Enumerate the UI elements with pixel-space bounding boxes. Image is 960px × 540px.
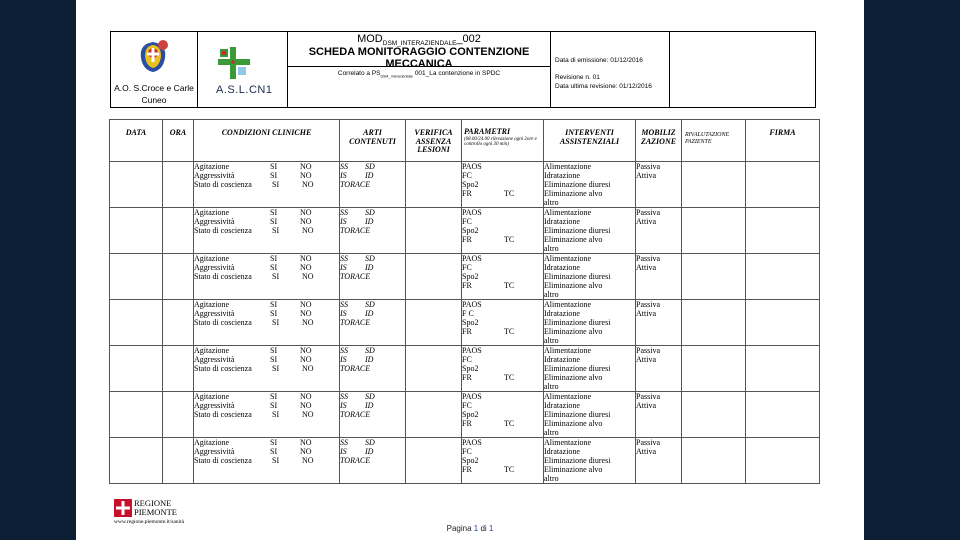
param-fc: FC — [462, 401, 472, 410]
cell-verifica[interactable] — [406, 392, 462, 438]
header-parametri: PARAMETRI (08.00/24.00 rilevazione ogni 2ore e controllo ogni 30 min) — [462, 120, 544, 162]
table-header-row — [110, 120, 820, 162]
param-spo2: Spo2 — [462, 410, 479, 419]
cell-mobilizzazione — [636, 438, 682, 484]
cell-interventi — [544, 208, 636, 254]
condition-label: Aggressività — [194, 309, 235, 318]
cell-arti — [340, 300, 406, 346]
cell-firma[interactable] — [746, 346, 820, 392]
intervention-label: Idratazione — [544, 171, 580, 180]
cell-parametri — [462, 392, 544, 438]
cell-condizioni — [194, 392, 340, 438]
intervention-label: Alimentazione — [544, 162, 592, 171]
param-tc: TC — [504, 419, 515, 428]
option-no: NO — [300, 355, 312, 364]
condition-label: Aggressività — [194, 217, 235, 226]
limb-torace: TORACE — [340, 410, 371, 419]
mobilization-attiva: Attiva — [636, 447, 656, 456]
condition-label: Aggressività — [194, 263, 235, 272]
cell-condizioni — [194, 300, 340, 346]
intervention-label: Eliminazione alvo — [544, 327, 603, 336]
param-paos: PAOS — [462, 300, 482, 309]
option-si: SI — [270, 162, 278, 171]
option-si: SI — [270, 263, 278, 272]
intervention-label: altro — [544, 474, 559, 483]
cell-ora[interactable] — [163, 254, 194, 300]
intervention-label: Eliminazione diuresi — [544, 318, 611, 327]
intervention-label: Eliminazione diuresi — [544, 410, 611, 419]
cell-rivalutazione[interactable] — [682, 392, 746, 438]
table-row — [110, 300, 820, 346]
param-fr: FR — [462, 465, 472, 474]
limb-torace: TORACE — [340, 180, 371, 189]
condition-label: Aggressività — [194, 171, 235, 180]
param-fc: FC — [462, 263, 472, 272]
param-fc: F C — [462, 309, 474, 318]
cell-data[interactable] — [110, 254, 163, 300]
option-si: SI — [270, 346, 278, 355]
limb-id: ID — [365, 171, 374, 180]
option-no: NO — [302, 180, 314, 189]
cell-arti — [340, 162, 406, 208]
cell-rivalutazione[interactable] — [682, 208, 746, 254]
cell-ora[interactable] — [163, 300, 194, 346]
param-tc: TC — [504, 189, 515, 198]
intervention-label: Idratazione — [544, 263, 580, 272]
condition-label: Stato di coscienza — [194, 318, 252, 327]
header-ora: ORA — [163, 120, 194, 162]
limb-ss: SS — [340, 162, 348, 171]
intervention-label: Eliminazione diuresi — [544, 226, 611, 235]
condition-label: Agitazione — [194, 162, 230, 171]
table-row — [110, 392, 820, 438]
param-spo2: Spo2 — [462, 318, 479, 327]
option-no: NO — [300, 208, 312, 217]
option-no: NO — [302, 410, 314, 419]
cell-firma[interactable] — [746, 208, 820, 254]
condition-label: Stato di coscienza — [194, 364, 252, 373]
intervention-label: Idratazione — [544, 355, 580, 364]
condition-label: Agitazione — [194, 208, 230, 217]
mobilization-passiva: Passiva — [636, 162, 660, 171]
limb-ss: SS — [340, 438, 348, 447]
cell-interventi — [544, 254, 636, 300]
condition-label: Agitazione — [194, 346, 230, 355]
option-no: NO — [302, 456, 314, 465]
option-si: SI — [272, 318, 280, 327]
option-si: SI — [270, 300, 278, 309]
cell-arti — [340, 254, 406, 300]
option-si: SI — [270, 309, 278, 318]
option-no: NO — [300, 171, 312, 180]
param-fc: FC — [462, 217, 472, 226]
limb-is: IS — [340, 355, 347, 364]
param-fc: FC — [462, 171, 472, 180]
mobilization-attiva: Attiva — [636, 171, 656, 180]
limb-id: ID — [365, 447, 374, 456]
limb-torace: TORACE — [340, 364, 371, 373]
param-tc: TC — [504, 281, 515, 290]
option-si: SI — [270, 355, 278, 364]
condition-label: Agitazione — [194, 438, 230, 447]
header-rivalutazione: RIVALUTAZIONE PAZIENTE — [682, 120, 746, 162]
limb-id: ID — [365, 309, 374, 318]
limb-sd: SD — [365, 346, 375, 355]
option-no: NO — [300, 438, 312, 447]
cell-interventi — [544, 162, 636, 208]
intervention-label: Eliminazione alvo — [544, 235, 603, 244]
condition-label: Stato di coscienza — [194, 410, 252, 419]
limb-is: IS — [340, 263, 347, 272]
param-paos: PAOS — [462, 162, 482, 171]
param-spo2: Spo2 — [462, 364, 479, 373]
cell-mobilizzazione — [636, 208, 682, 254]
condition-label: Stato di coscienza — [194, 180, 252, 189]
limb-torace: TORACE — [340, 226, 371, 235]
intervention-label: altro — [544, 290, 559, 299]
limb-is: IS — [340, 401, 347, 410]
limb-id: ID — [365, 217, 374, 226]
title-cell — [288, 32, 551, 107]
table-row — [110, 438, 820, 484]
cell-interventi — [544, 392, 636, 438]
param-fr: FR — [462, 419, 472, 428]
title-divider — [288, 66, 550, 67]
option-si: SI — [270, 217, 278, 226]
condition-label: Agitazione — [194, 392, 230, 401]
option-si: SI — [270, 254, 278, 263]
mobilization-attiva: Attiva — [636, 217, 656, 226]
param-paos: PAOS — [462, 392, 482, 401]
param-fr: FR — [462, 327, 472, 336]
condition-label: Stato di coscienza — [194, 456, 252, 465]
limb-sd: SD — [365, 162, 375, 171]
document-title: SCHEDA MONITORAGGIO CONTENZIONE MECCANICA — [308, 46, 530, 70]
param-tc: TC — [504, 373, 515, 382]
intervention-label: Alimentazione — [544, 438, 592, 447]
revision-info-cell — [551, 32, 670, 107]
param-tc: TC — [504, 465, 515, 474]
condition-label: Stato di coscienza — [194, 226, 252, 235]
mobilization-passiva: Passiva — [636, 346, 660, 355]
param-spo2: Spo2 — [462, 456, 479, 465]
param-fr: FR — [462, 281, 472, 290]
last-revision-date: Data ultima revisione: 01/12/2016 — [555, 83, 652, 90]
mobilization-passiva: Passiva — [636, 254, 660, 263]
cell-condizioni — [194, 346, 340, 392]
intervention-label: altro — [544, 382, 559, 391]
cell-arti — [340, 438, 406, 484]
cell-arti — [340, 208, 406, 254]
mobilization-attiva: Attiva — [636, 355, 656, 364]
option-si: SI — [272, 364, 280, 373]
param-paos: PAOS — [462, 254, 482, 263]
param-fr: FR — [462, 189, 472, 198]
page-number: Pagina 1 di 1 — [446, 524, 494, 533]
intervention-label: Alimentazione — [544, 392, 592, 401]
param-paos: PAOS — [462, 438, 482, 447]
param-fr: FR — [462, 235, 472, 244]
asl-name: A.S.L.CN1 — [216, 84, 273, 96]
limb-is: IS — [340, 447, 347, 456]
region-url: www.regione.piemonte.it/sanità — [114, 519, 185, 525]
limb-is: IS — [340, 171, 347, 180]
intervention-label: Eliminazione alvo — [544, 281, 603, 290]
header-arti: ARTI CONTENUTI — [340, 120, 406, 162]
option-si: SI — [270, 401, 278, 410]
intervention-label: altro — [544, 198, 559, 207]
option-no: NO — [300, 217, 312, 226]
mobilization-attiva: Attiva — [636, 263, 656, 272]
cell-firma[interactable] — [746, 162, 820, 208]
mobilization-attiva: Attiva — [636, 309, 656, 318]
limb-id: ID — [365, 355, 374, 364]
cell-arti — [340, 346, 406, 392]
param-spo2: Spo2 — [462, 226, 479, 235]
cell-data[interactable] — [110, 346, 163, 392]
cell-data[interactable] — [110, 208, 163, 254]
cell-mobilizzazione — [636, 346, 682, 392]
option-si: SI — [270, 392, 278, 401]
intervention-label: altro — [544, 428, 559, 437]
condition-label: Aggressività — [194, 447, 235, 456]
cell-parametri — [462, 254, 544, 300]
param-fc: FC — [462, 447, 472, 456]
cell-verifica[interactable] — [406, 300, 462, 346]
intervention-label: Alimentazione — [544, 254, 592, 263]
intervention-label: altro — [544, 244, 559, 253]
option-no: NO — [302, 226, 314, 235]
cell-firma[interactable] — [746, 254, 820, 300]
limb-ss: SS — [340, 254, 348, 263]
module-code: $MOD_{DSM\_INTERAZIENDALE}\_002$ — [357, 33, 481, 47]
intervention-label: altro — [544, 336, 559, 345]
hospital-name-line2: Cuneo — [141, 95, 167, 105]
cell-parametri — [462, 300, 544, 346]
option-si: SI — [272, 226, 280, 235]
limb-sd: SD — [365, 254, 375, 263]
option-si: SI — [270, 208, 278, 217]
intervention-label: Alimentazione — [544, 300, 592, 309]
intervention-label: Eliminazione alvo — [544, 419, 603, 428]
header-firma: FIRMA — [746, 120, 820, 162]
cell-rivalutazione[interactable] — [682, 162, 746, 208]
asl-cross-logo-icon — [216, 45, 252, 81]
cell-verifica[interactable] — [406, 346, 462, 392]
hospital-name-line1: A.O. S.Croce e Carle — [114, 83, 194, 93]
intervention-label: Eliminazione diuresi — [544, 456, 611, 465]
header-condizioni: CONDIZIONI CLINICHE — [194, 120, 340, 162]
intervention-label: Eliminazione alvo — [544, 189, 603, 198]
cell-ora[interactable] — [163, 438, 194, 484]
asl-logo-cell — [198, 32, 288, 107]
cell-data[interactable] — [110, 438, 163, 484]
table-row — [110, 254, 820, 300]
option-si: SI — [272, 272, 280, 281]
cell-parametri — [462, 162, 544, 208]
limb-is: IS — [340, 217, 347, 226]
mobilization-passiva: Passiva — [636, 438, 660, 447]
limb-sd: SD — [365, 392, 375, 401]
param-fc: FC — [462, 355, 472, 364]
mobilization-passiva: Passiva — [636, 300, 660, 309]
cell-ora[interactable] — [163, 208, 194, 254]
param-spo2: Spo2 — [462, 180, 479, 189]
intervention-label: Idratazione — [544, 447, 580, 456]
correlated-procedure: Correlato a $PS_{DSM\_ interaziendale}$ 001_La contenzione in SPDC — [337, 70, 501, 79]
cell-condizioni — [194, 162, 340, 208]
limb-id: ID — [365, 401, 374, 410]
cell-rivalutazione[interactable] — [682, 438, 746, 484]
cell-firma[interactable] — [746, 300, 820, 346]
regione-piemonte-logo-icon — [114, 499, 132, 517]
option-no: NO — [300, 254, 312, 263]
cell-interventi — [544, 300, 636, 346]
cell-verifica[interactable] — [406, 254, 462, 300]
limb-ss: SS — [340, 346, 348, 355]
option-si: SI — [270, 438, 278, 447]
cell-parametri — [462, 208, 544, 254]
cell-mobilizzazione — [636, 162, 682, 208]
cell-verifica[interactable] — [406, 162, 462, 208]
limb-ss: SS — [340, 392, 348, 401]
cell-data[interactable] — [110, 162, 163, 208]
intervention-label: Idratazione — [544, 309, 580, 318]
limb-torace: TORACE — [340, 272, 371, 281]
condition-label: Aggressività — [194, 355, 235, 364]
intervention-label: Eliminazione alvo — [544, 373, 603, 382]
intervention-label: Eliminazione alvo — [544, 465, 603, 474]
option-si: SI — [272, 456, 280, 465]
option-no: NO — [300, 263, 312, 272]
cell-mobilizzazione — [636, 300, 682, 346]
condition-label: Agitazione — [194, 254, 230, 263]
intervention-label: Eliminazione diuresi — [544, 272, 611, 281]
intervention-label: Alimentazione — [544, 346, 592, 355]
document-header — [110, 31, 816, 108]
option-no: NO — [300, 401, 312, 410]
limb-sd: SD — [365, 438, 375, 447]
intervention-label: Idratazione — [544, 401, 580, 410]
option-no: NO — [302, 364, 314, 373]
cell-verifica[interactable] — [406, 438, 462, 484]
limb-ss: SS — [340, 300, 348, 309]
cell-condizioni — [194, 438, 340, 484]
limb-torace: TORACE — [340, 318, 371, 327]
intervention-label: Alimentazione — [544, 208, 592, 217]
option-no: NO — [300, 309, 312, 318]
cell-ora[interactable] — [163, 162, 194, 208]
header-verifica: VERIFICA ASSENZA LESIONI — [406, 120, 462, 162]
cell-rivalutazione[interactable] — [682, 254, 746, 300]
limb-is: IS — [340, 309, 347, 318]
cell-rivalutazione[interactable] — [682, 346, 746, 392]
cell-ora[interactable] — [163, 346, 194, 392]
option-si: SI — [272, 180, 280, 189]
hospital-logo-icon — [133, 36, 173, 76]
param-tc: TC — [504, 327, 515, 336]
cell-data[interactable] — [110, 392, 163, 438]
mobilization-passiva: Passiva — [636, 392, 660, 401]
option-no: NO — [300, 300, 312, 309]
cell-mobilizzazione — [636, 254, 682, 300]
limb-sd: SD — [365, 300, 375, 309]
cell-firma[interactable] — [746, 438, 820, 484]
condition-label: Agitazione — [194, 300, 230, 309]
table-row — [110, 162, 820, 208]
cell-mobilizzazione — [636, 392, 682, 438]
intervention-label: Eliminazione diuresi — [544, 180, 611, 189]
option-si: SI — [270, 171, 278, 180]
mobilization-passiva: Passiva — [636, 208, 660, 217]
monitoring-table — [109, 119, 820, 484]
intervention-label: Idratazione — [544, 217, 580, 226]
cell-interventi — [544, 438, 636, 484]
option-si: SI — [270, 447, 278, 456]
param-paos: PAOS — [462, 208, 482, 217]
blank-header-cell — [670, 32, 817, 107]
option-no: NO — [300, 162, 312, 171]
table-row — [110, 208, 820, 254]
revision-number: Revisione n. 01 — [555, 74, 600, 81]
param-fr: FR — [462, 373, 472, 382]
cell-data[interactable] — [110, 300, 163, 346]
option-si: SI — [272, 410, 280, 419]
limb-sd: SD — [365, 208, 375, 217]
cell-condizioni — [194, 208, 340, 254]
region-name: REGIONE PIEMONTE — [134, 498, 177, 517]
hospital-logo-cell — [111, 32, 198, 107]
condition-label: Stato di coscienza — [194, 272, 252, 281]
header-mobilizzazione: MOBILIZ ZAZIONE — [636, 120, 682, 162]
cell-ora[interactable] — [163, 392, 194, 438]
option-no: NO — [300, 447, 312, 456]
limb-id: ID — [365, 263, 374, 272]
limb-ss: SS — [340, 208, 348, 217]
limb-torace: TORACE — [340, 456, 371, 465]
cell-arti — [340, 392, 406, 438]
option-no: NO — [302, 272, 314, 281]
condition-label: Aggressività — [194, 401, 235, 410]
option-no: NO — [300, 346, 312, 355]
header-interventi: INTERVENTI ASSISTENZIALI — [544, 120, 636, 162]
param-paos: PAOS — [462, 346, 482, 355]
cell-firma[interactable] — [746, 392, 820, 438]
emission-date: Data di emissione: 01/12/2016 — [555, 57, 643, 64]
cell-rivalutazione[interactable] — [682, 300, 746, 346]
option-no: NO — [300, 392, 312, 401]
table-row — [110, 346, 820, 392]
param-spo2: Spo2 — [462, 272, 479, 281]
cell-interventi — [544, 346, 636, 392]
cell-parametri — [462, 438, 544, 484]
cell-verifica[interactable] — [406, 208, 462, 254]
header-data: DATA — [110, 120, 163, 162]
intervention-label: Eliminazione diuresi — [544, 364, 611, 373]
mobilization-attiva: Attiva — [636, 401, 656, 410]
param-tc: TC — [504, 235, 515, 244]
cell-condizioni — [194, 254, 340, 300]
cell-parametri — [462, 346, 544, 392]
option-no: NO — [302, 318, 314, 327]
document-page — [76, 0, 864, 540]
